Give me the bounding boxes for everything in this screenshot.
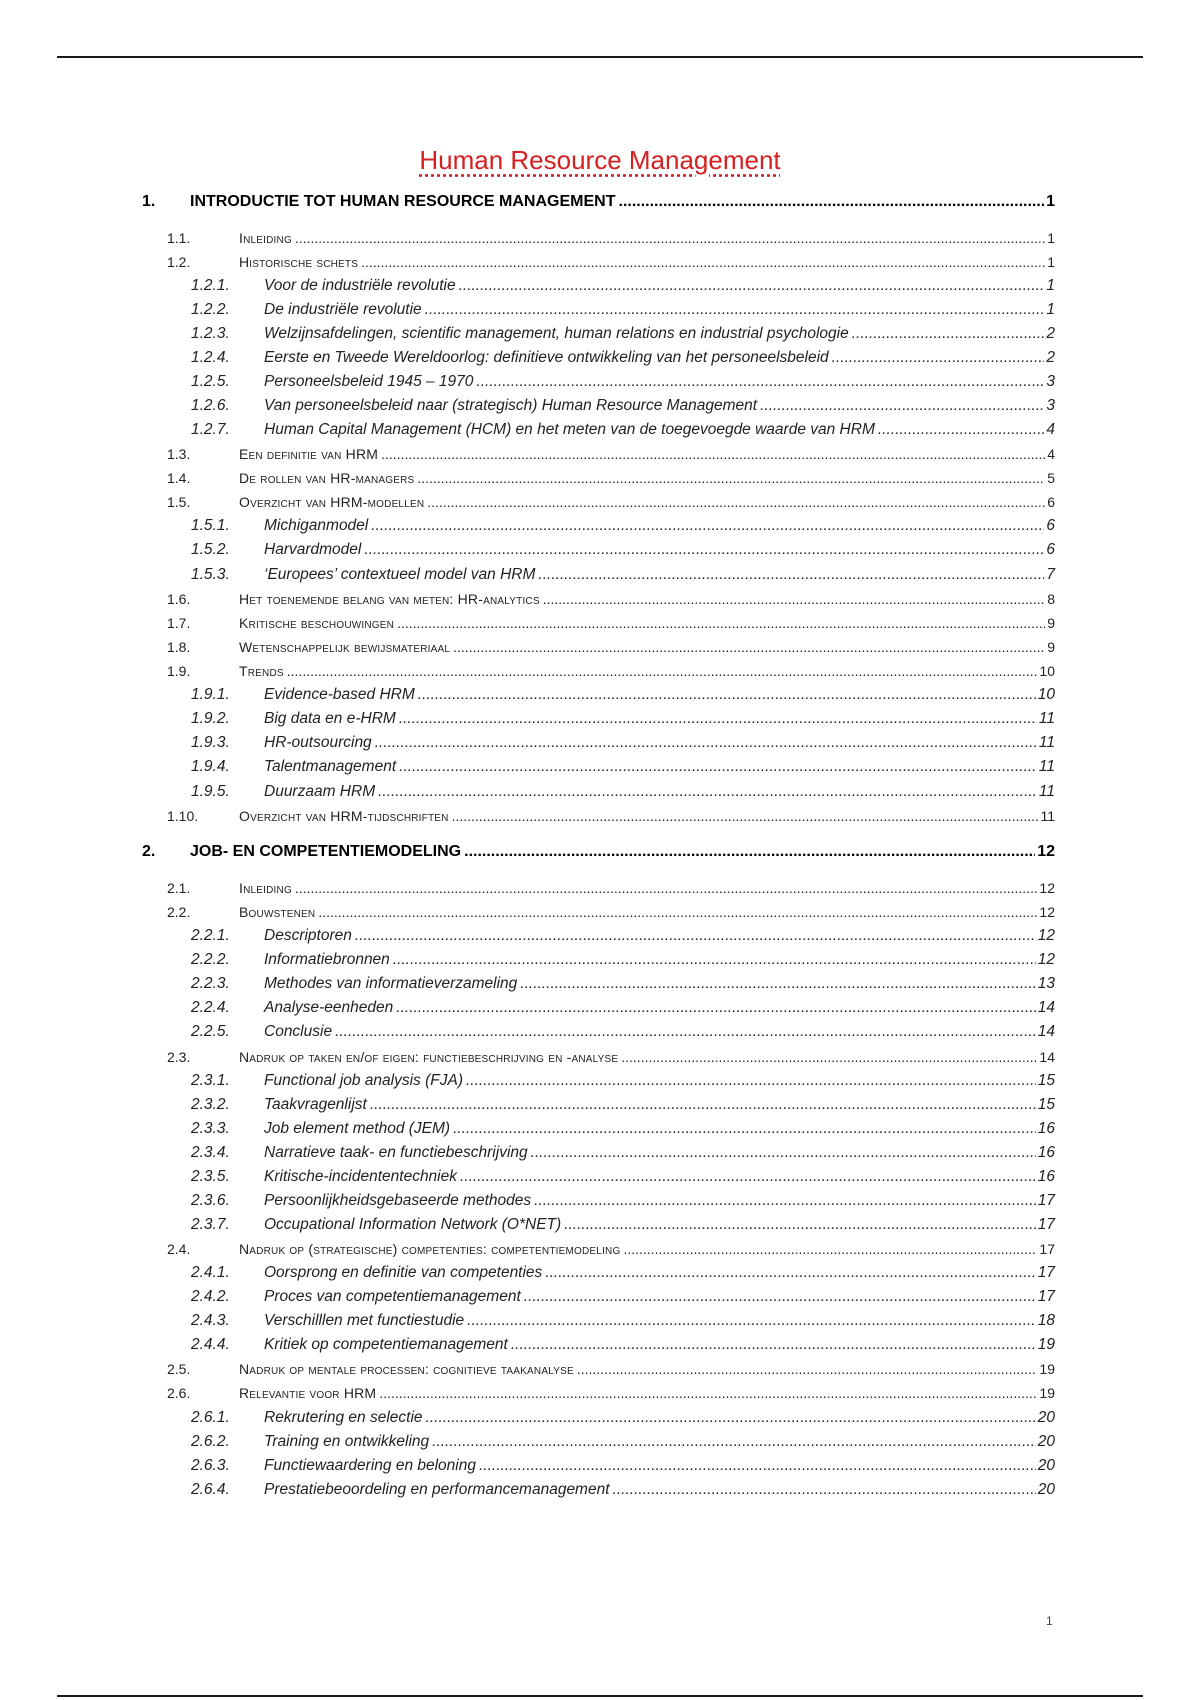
toc-entry-title: Methodes van informatieverzameling [264,975,518,992]
toc-entry[interactable] [167,442,1055,466]
toc-entry-page: 1 [1046,301,1055,318]
toc-entry-title: Human Capital Management (HCM) en het meten van de toegevoegde waarde van HRM [264,421,875,438]
toc-entry-page: 3 [1046,373,1055,390]
toc-dot-leader [399,755,1037,779]
toc-entry[interactable] [191,563,1055,587]
toc-entry-page: 8 [1047,591,1055,607]
toc-entry[interactable] [191,972,1055,996]
toc-entry-page: 17 [1037,1216,1055,1233]
toc-dot-leader [466,1069,1036,1093]
toc-entry-page: 9 [1047,639,1055,655]
toc-entry[interactable] [191,755,1055,779]
toc-dot-leader [379,1381,1037,1405]
toc-dot-leader [426,1406,1036,1430]
toc-entry-title: Bouwstenen [239,904,316,920]
toc-entry[interactable] [167,1045,1055,1069]
toc-entry-number: 1.2.6. [191,397,230,414]
toc-entry-number: 1.9. [167,663,191,679]
toc-entry[interactable] [191,1454,1055,1478]
toc-dot-leader [287,659,1038,683]
toc-entry-title: Michiganmodel [264,517,369,534]
toc-entry-title: Inleiding [239,880,292,896]
toc-entry-title: Rekrutering en selectie [264,1409,423,1426]
toc-dot-leader [417,466,1045,490]
toc-entry[interactable] [191,1213,1055,1237]
toc-entry-page: 19 [1039,1361,1055,1377]
toc-entry-number: 1.10. [167,808,199,824]
toc-entry-title: ‘Europees’ contextueel model van HRM [264,566,536,583]
toc-entry-title: Talentmanagement [264,758,397,775]
toc-entry[interactable] [191,1261,1055,1285]
toc-entry-number: 1.6. [167,591,191,607]
toc-entry-page: 1 [1046,277,1055,294]
toc-entry-page: 14 [1039,1049,1055,1065]
toc-entry-page: 15 [1037,1072,1055,1089]
toc-entry-number: 1.9.1. [191,686,230,703]
toc-entry-number: 1.9.3. [191,734,230,751]
toc-entry-number: 2.3.2. [191,1096,230,1113]
toc-entry-page: 11 [1038,783,1055,800]
toc-dot-leader [524,1285,1036,1309]
toc-entry-number: 2.4.1. [191,1264,230,1281]
toc-entry[interactable] [167,611,1055,635]
toc-dot-leader [364,538,1044,562]
toc-entry-page: 17 [1039,1241,1055,1257]
toc-entry-page: 19 [1039,1385,1055,1401]
toc-entry-number: 2.2. [167,904,191,920]
toc-entry-number: 1.2.4. [191,349,230,366]
toc-dot-leader [397,611,1045,635]
toc-dot-leader [832,346,1045,370]
toc-entry-title: Nadruk op (strategische) competenties: competentiemodeling [239,1241,621,1257]
toc-entry-number: 1.8. [167,639,191,655]
toc-entry-title: Kritische beschouwingen [239,615,395,631]
toc-dot-leader [295,876,1038,900]
toc-entry-number: 2.3.5. [191,1168,230,1185]
toc-entry-page: 1 [1047,254,1055,270]
toc-dot-leader [335,1020,1036,1044]
toc-dot-leader [425,298,1045,322]
toc-entry-title: Descriptoren [264,927,352,944]
toc-entry-page: 11 [1038,734,1055,751]
toc-entry[interactable] [167,1357,1055,1381]
toc-entry[interactable] [142,840,1055,864]
toc-entry-number: 1.1. [167,230,191,246]
toc-entry-page: 5 [1047,470,1055,486]
toc-entry-title: Harvardmodel [264,541,362,558]
toc-entry-page: 19 [1037,1336,1055,1353]
toc-dot-leader [564,1213,1036,1237]
toc-entry-page: 17 [1037,1288,1055,1305]
toc-entry-title: Een definitie van HRM [239,446,379,462]
toc-entry-page: 10 [1039,663,1055,679]
toc-entry-number: 1.2.1. [191,277,230,294]
toc-entry-page: 1 [1046,193,1055,210]
toc-entry-number: 1.2.5. [191,373,230,390]
toc-entry[interactable] [191,418,1055,442]
toc-dot-leader [467,1309,1036,1333]
toc-dot-leader [453,635,1045,659]
toc-dot-leader [370,1093,1036,1117]
toc-entry-page: 4 [1047,446,1055,462]
toc-entry[interactable] [191,683,1055,707]
toc-dot-leader [393,948,1036,972]
toc-entry-page: 17 [1037,1264,1055,1281]
toc-entry-page: 2 [1046,349,1055,366]
toc-dot-leader [396,996,1035,1020]
toc-dot-leader [460,1165,1036,1189]
toc-entry-number: 1.2. [167,254,191,270]
toc-entry[interactable] [191,370,1055,394]
toc-entry-number: 2.4.4. [191,1336,230,1353]
toc-entry-title: Conclusie [264,1023,333,1040]
toc-dot-leader [452,804,1039,828]
toc-dot-leader [418,683,1036,707]
toc-entry-title: Overzicht van HRM-modellen [239,494,425,510]
toc-entry-number: 2.2.5. [191,1023,230,1040]
toc-dot-leader [577,1357,1038,1381]
toc-entry-title: Evidence-based HRM [264,686,415,703]
toc-entry-page: 16 [1037,1120,1055,1137]
toc-entry-page: 17 [1037,1192,1055,1209]
toc-entry-title: Nadruk op mentale processen: cognitieve taakanalyse [239,1361,574,1377]
header-rule [57,56,1143,58]
toc-entry-page: 11 [1038,758,1055,775]
toc-entry-title: Overzicht van HRM-tijdschriften [239,808,449,824]
toc-entry-page: 6 [1046,517,1055,534]
toc-dot-leader [623,1237,1037,1261]
toc-entry-number: 2.2.3. [191,975,230,992]
toc-entry-number: 1.9.2. [191,710,230,727]
toc-dot-leader [375,731,1037,755]
toc-entry-number: 2.3. [167,1049,191,1065]
toc-entry[interactable] [191,1141,1055,1165]
toc-entry[interactable] [167,659,1055,683]
document-title: Human Resource Management [419,145,781,175]
toc-entry-number: 1.5.2. [191,541,230,558]
toc-entry-page: 12 [1037,951,1055,968]
toc-entry-title: Van personeelsbeleid naar (strategisch) Human Resource Management [264,397,758,414]
toc-dot-leader [464,840,1035,864]
toc-entry-title: Personeelsbeleid 1945 – 1970 [264,373,474,390]
toc-entry-title: Historische schets [239,254,359,270]
toc-entry-title: Persoonlijkheidsgebaseerde methodes [264,1192,532,1209]
toc-entry-number: 2.4. [167,1241,191,1257]
toc-entry-page: 3 [1046,397,1055,414]
toc-entry-title: JOB- EN COMPETENTIEMODELING [190,843,462,860]
toc-entry[interactable] [191,924,1055,948]
toc-entry[interactable] [191,731,1055,755]
toc-entry-page: 20 [1037,1433,1055,1450]
toc-entry-page: 7 [1046,566,1055,583]
toc-entry-title: Relevantie voor HRM [239,1385,377,1401]
toc-dot-leader [531,1141,1036,1165]
toc-dot-leader [543,587,1045,611]
toc-entry-title: De industriële revolutie [264,301,422,318]
toc-entry-number: 2.3.3. [191,1120,230,1137]
toc-entry-number: 1.7. [167,615,191,631]
toc-entry-number: 2.6.2. [191,1433,230,1450]
toc-entry-number: 2.6. [167,1385,191,1401]
toc-entry[interactable] [191,1069,1055,1093]
page-number: 1 [1046,1614,1053,1628]
toc-entry-page: 20 [1037,1481,1055,1498]
toc-entry[interactable] [191,1285,1055,1309]
toc-entry[interactable] [167,466,1055,490]
toc-entry[interactable] [191,1020,1055,1044]
toc-entry[interactable] [191,996,1055,1020]
toc-entry[interactable] [167,250,1055,274]
toc-entry-number: 2.4.2. [191,1288,230,1305]
toc-entry-number: 2.3.6. [191,1192,230,1209]
toc-entry-number: 1.9.5. [191,783,230,800]
toc-entry[interactable] [167,490,1055,514]
toc-entry-page: 20 [1037,1457,1055,1474]
toc-entry-number: 1.2.2. [191,301,230,318]
toc-dot-leader [371,514,1044,538]
toc-entry-page: 13 [1037,975,1055,992]
toc-entry[interactable] [191,707,1055,731]
toc-entry[interactable] [167,226,1055,250]
toc-entry[interactable] [191,1430,1055,1454]
toc-entry-page: 6 [1046,541,1055,558]
toc-entry-number: 2.1. [167,880,191,896]
toc-entry-number: 1. [142,193,156,210]
toc-entry-title: Taakvragenlijst [264,1096,367,1113]
toc-dot-leader [432,1430,1036,1454]
toc-entry-number: 1.5.1. [191,517,230,534]
toc-dot-leader [318,900,1037,924]
toc-dot-leader [295,226,1045,250]
toc-dot-leader [534,1189,1036,1213]
toc-entry[interactable] [191,514,1055,538]
toc-entry-title: Job element method (JEM) [264,1120,451,1137]
toc-entry[interactable] [167,1381,1055,1405]
toc-entry[interactable] [191,1478,1055,1502]
toc-entry-number: 2.5. [167,1361,191,1377]
toc-dot-leader [453,1117,1036,1141]
toc-entry-page: 15 [1037,1096,1055,1113]
toc-entry-number: 2.3.4. [191,1144,230,1161]
toc-entry-number: 2.3.1. [191,1072,230,1089]
toc-dot-leader [479,1454,1036,1478]
toc-entry[interactable] [167,1237,1055,1261]
toc-entry-title: Trends [239,663,284,679]
toc-entry-page: 18 [1037,1312,1055,1329]
toc-entry-title: Prestatiebeoordeling en performancemanagement [264,1481,610,1498]
toc-entry-title: Analyse-eenheden [264,999,394,1016]
toc-entry-title: De rollen van HR-managers [239,470,415,486]
toc-dot-leader [399,707,1037,731]
toc-dot-leader [852,322,1045,346]
toc-entry-number: 2.2.4. [191,999,230,1016]
toc-entry[interactable] [167,587,1055,611]
toc-entry-page: 16 [1037,1168,1055,1185]
toc-entry-number: 2.6.3. [191,1457,230,1474]
toc-entry-title: Wetenschappelijk bewijsmateriaal [239,639,451,655]
toc-entry-page: 12 [1037,927,1055,944]
toc-dot-leader [613,1478,1036,1502]
toc-entry-page: 4 [1046,421,1055,438]
toc-entry[interactable] [191,538,1055,562]
toc-entry-number: 2.6.4. [191,1481,230,1498]
toc-entry[interactable] [191,948,1055,972]
toc-entry-title: Verschilllen met functiestudie [264,1312,465,1329]
toc-dot-leader [520,972,1035,996]
toc-entry-title: Nadruk op taken en/of eigen: functiebeschrijving en -analyse [239,1049,619,1065]
toc-entry-title: Kritische-incidententechniek [264,1168,457,1185]
toc-entry-title: Functional job analysis (FJA) [264,1072,463,1089]
toc-dot-leader [381,442,1045,466]
toc-entry-number: 2.4.3. [191,1312,230,1329]
toc-entry-title: Kritiek op competentiemanagement [264,1336,508,1353]
toc-entry-title: Narratieve taak- en functiebeschrijving [264,1144,528,1161]
toc-entry-number: 1.3. [167,446,191,462]
toc-entry-number: 1.4. [167,470,191,486]
toc-entry-title: Duurzaam HRM [264,783,376,800]
toc-entry-title: Training en ontwikkeling [264,1433,430,1450]
toc-entry-page: 12 [1039,880,1055,896]
toc-entry[interactable] [167,804,1055,828]
toc-entry-title: Welzijnsafdelingen, scientific management, human relations en industrial psychologie [264,325,849,342]
toc-entry[interactable] [191,1117,1055,1141]
toc-entry[interactable] [191,346,1055,370]
toc-entry[interactable] [191,1093,1055,1117]
toc-dot-leader [760,394,1044,418]
toc-entry-page: 16 [1037,1144,1055,1161]
toc-entry-title: INTRODUCTIE TOT HUMAN RESOURCE MANAGEMENT [190,193,616,210]
toc-entry-title: Big data en e-HRM [264,710,396,727]
toc-entry-page: 20 [1037,1409,1055,1426]
toc-entry-page: 14 [1037,1023,1055,1040]
toc-entry-number: 1.5.3. [191,566,230,583]
toc-entry[interactable] [167,900,1055,924]
toc-entry[interactable] [167,635,1055,659]
toc-entry[interactable] [191,322,1055,346]
toc-entry-page: 2 [1046,325,1055,342]
toc-entry[interactable] [191,1333,1055,1357]
toc-dot-leader [621,1045,1037,1069]
toc-entry-title: Proces van competentiemanagement [264,1288,521,1305]
footer-rule [57,1695,1143,1697]
toc-entry[interactable] [191,298,1055,322]
toc-dot-leader [355,924,1036,948]
toc-entry-number: 1.2.7. [191,421,230,438]
toc-entry[interactable] [142,190,1055,214]
toc-entry[interactable] [191,1165,1055,1189]
toc-entry-number: 2.3.7. [191,1216,230,1233]
toc-entry-page: 6 [1047,494,1055,510]
toc-entry-number: 2.6.1. [191,1409,230,1426]
toc-dot-leader [511,1333,1036,1357]
toc-entry-number: 2.2.1. [191,927,230,944]
toc-dot-leader [427,490,1045,514]
toc-entry-title: Voor de industriële revolutie [264,277,456,294]
toc-entry[interactable] [191,1309,1055,1333]
toc-entry-page: 10 [1037,686,1055,703]
toc-entry-title: Informatiebronnen [264,951,390,968]
toc-entry[interactable] [191,780,1055,804]
toc-entry-title: Functiewaardering en beloning [264,1457,476,1474]
toc-entry[interactable] [191,1189,1055,1213]
toc-dot-leader [878,418,1045,442]
toc-entry-title: Inleiding [239,230,292,246]
toc-dot-leader [618,190,1044,214]
toc-entry-number: 2.2.2. [191,951,230,968]
toc-dot-leader [378,780,1037,804]
toc-entry-page: 12 [1039,904,1055,920]
toc-entry-page: 11 [1038,710,1055,727]
toc-entry[interactable] [191,1406,1055,1430]
toc-dot-leader [476,370,1044,394]
toc-dot-leader [545,1261,1035,1285]
toc-entry[interactable] [167,876,1055,900]
toc-entry[interactable] [191,274,1055,298]
toc-entry-page: 11 [1040,808,1055,824]
toc-entry-title: Oorsprong en definitie van competenties [264,1264,543,1281]
toc-entry-title: Eerste en Tweede Wereldoorlog: definitieve ontwikkeling van het personeelsbeleid [264,349,829,366]
toc-entry-title: HR-outsourcing [264,734,372,751]
toc-entry-title: Het toenemende belang van meten: HR-analytics [239,591,540,607]
toc-entry-number: 1.2.3. [191,325,230,342]
toc-entry-number: 2. [142,843,156,860]
toc-entry-page: 9 [1047,615,1055,631]
toc-entry-page: 1 [1047,230,1055,246]
toc-entry-page: 14 [1037,999,1055,1016]
toc-entry[interactable] [191,394,1055,418]
toc-entry-number: 1.9.4. [191,758,230,775]
toc-dot-leader [361,250,1045,274]
toc-entry-page: 12 [1037,843,1055,860]
toc-entry-number: 1.5. [167,494,191,510]
toc-entry-title: Occupational Information Network (O*NET) [264,1216,562,1233]
toc-dot-leader [459,274,1045,298]
toc-dot-leader [538,563,1044,587]
